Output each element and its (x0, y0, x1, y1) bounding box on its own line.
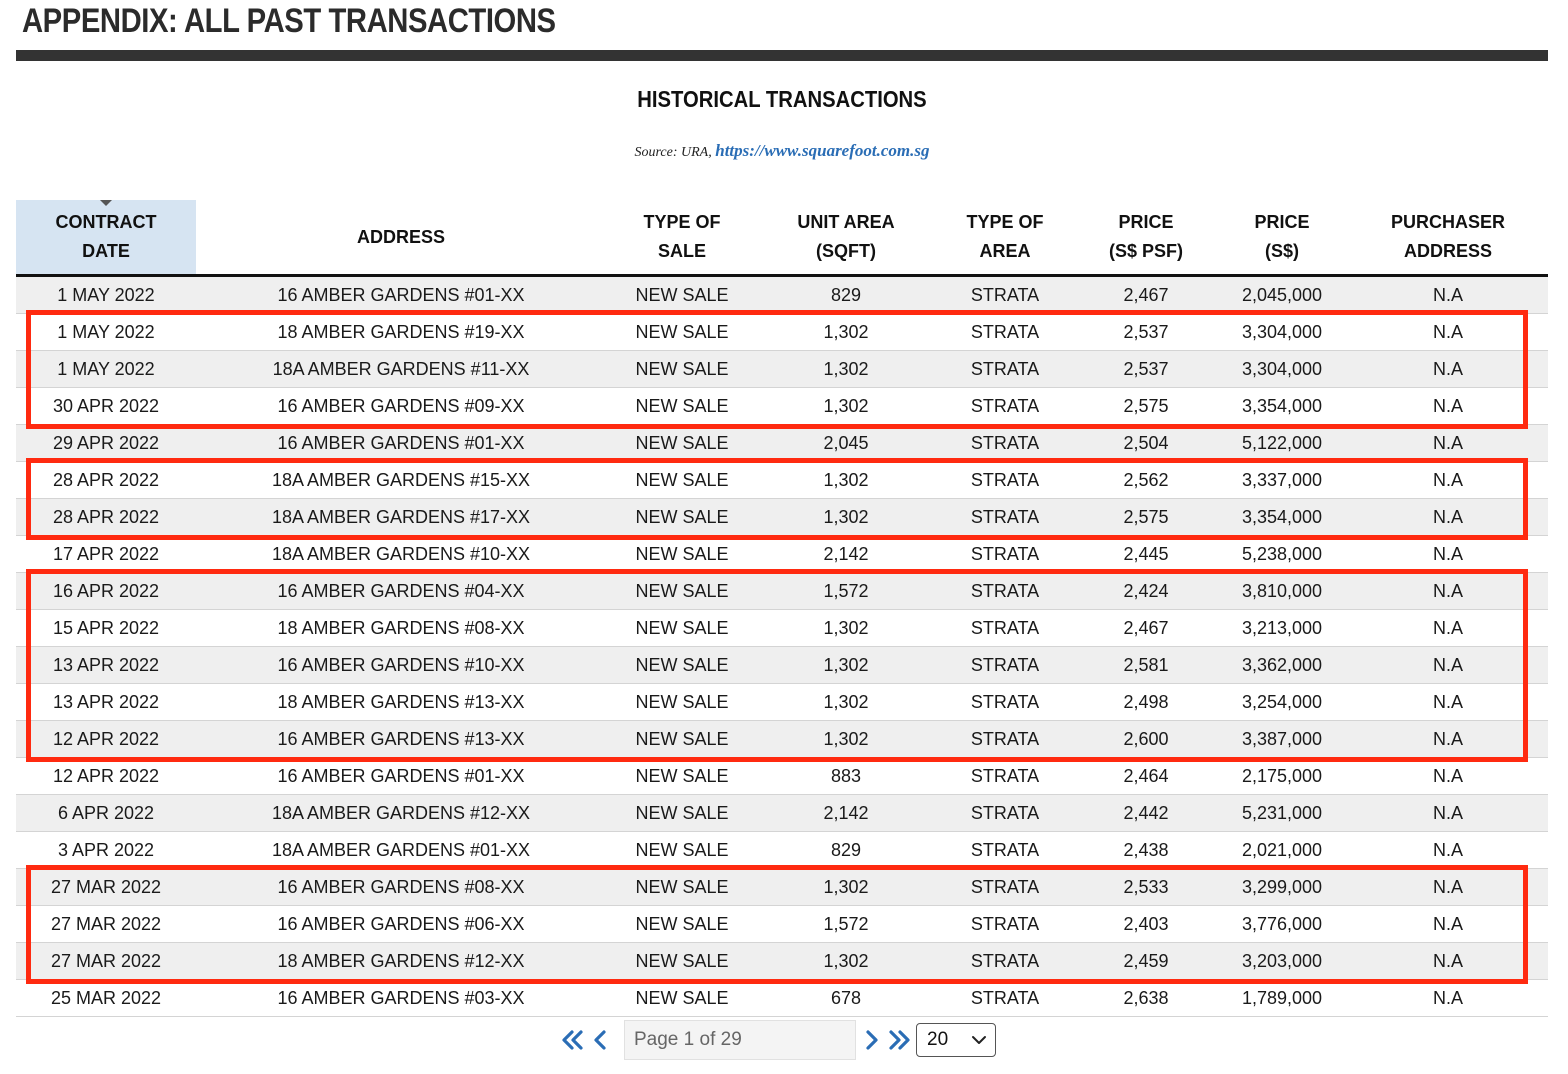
column-header-line: (S$ PSF) (1108, 241, 1183, 261)
highlight-box (26, 310, 1528, 429)
column-header-line: (SQFT) (816, 241, 876, 261)
table-cell: N.A (1348, 462, 1548, 499)
table-cell: STRATA (934, 906, 1076, 943)
table-cell: 2,442 (1076, 795, 1216, 832)
table-cell: 1,302 (758, 869, 934, 906)
table-cell: 17 APR 2022 (16, 536, 196, 573)
table-cell: 3,304,000 (1216, 314, 1348, 351)
table-cell: 1,789,000 (1216, 980, 1348, 1017)
column-header-line: ADDRESS (356, 226, 445, 247)
table-cell: NEW SALE (606, 276, 758, 314)
page-title: APPENDIX: ALL PAST TRANSACTIONS (22, 2, 556, 40)
table-cell: NEW SALE (606, 721, 758, 758)
table-cell: 15 APR 2022 (16, 610, 196, 647)
table-cell: 3,213,000 (1216, 610, 1348, 647)
double-chevron-right-icon[interactable] (886, 1029, 912, 1051)
source-link[interactable]: https://www.squarefoot.com.sg (715, 141, 930, 160)
table-cell: 1 MAY 2022 (16, 276, 196, 314)
table-cell: N.A (1348, 869, 1548, 906)
table-cell: 3,776,000 (1216, 906, 1348, 943)
table-cell: NEW SALE (606, 462, 758, 499)
source-line (0, 141, 1564, 161)
table-cell: 1,302 (758, 610, 934, 647)
table-cell: 18A AMBER GARDENS #17-XX (196, 499, 606, 536)
table-cell: 18 AMBER GARDENS #08-XX (196, 610, 606, 647)
table-cell: 1,572 (758, 906, 934, 943)
table-cell: 1,302 (758, 314, 934, 351)
table-cell: 16 AMBER GARDENS #04-XX (196, 573, 606, 610)
table-cell: STRATA (934, 795, 1076, 832)
table-row (16, 795, 1548, 832)
table-row (16, 832, 1548, 869)
table-cell: 2,142 (758, 795, 934, 832)
chevron-left-icon[interactable] (592, 1029, 608, 1051)
sort-descending-icon (100, 200, 112, 206)
table-cell: 3,354,000 (1216, 499, 1348, 536)
table-cell: 3,810,000 (1216, 573, 1348, 610)
table-cell: 2,175,000 (1216, 758, 1348, 795)
table-cell: 6 APR 2022 (16, 795, 196, 832)
table-cell: 1,302 (758, 462, 934, 499)
column-header-contract-date[interactable] (16, 200, 196, 276)
table-cell: 29 APR 2022 (16, 425, 196, 462)
column-header-line: PRICE (1118, 212, 1174, 232)
table-cell: 2,533 (1076, 869, 1216, 906)
table-cell: N.A (1348, 832, 1548, 869)
table-cell: 3,362,000 (1216, 647, 1348, 684)
table-cell: 2,403 (1076, 906, 1216, 943)
table-cell: 1,302 (758, 943, 934, 980)
table-cell: NEW SALE (606, 647, 758, 684)
table-cell: N.A (1348, 351, 1548, 388)
table-cell: N.A (1348, 610, 1548, 647)
table-cell: 12 APR 2022 (16, 758, 196, 795)
table-cell: 5,231,000 (1216, 795, 1348, 832)
table-cell: STRATA (934, 314, 1076, 351)
source-prefix: Source: URA, (634, 145, 716, 160)
table-cell: NEW SALE (606, 832, 758, 869)
table-cell: N.A (1348, 388, 1548, 425)
table-row (16, 758, 1548, 795)
table-cell: N.A (1348, 980, 1548, 1017)
table-cell: 12 APR 2022 (16, 721, 196, 758)
table-cell: 13 APR 2022 (16, 684, 196, 721)
table-cell: NEW SALE (606, 351, 758, 388)
table-cell: NEW SALE (606, 610, 758, 647)
table-cell: 28 APR 2022 (16, 499, 196, 536)
table-cell: STRATA (934, 499, 1076, 536)
table-cell: 1,302 (758, 388, 934, 425)
table-cell: 2,638 (1076, 980, 1216, 1017)
double-chevron-left-icon[interactable] (560, 1029, 586, 1051)
table-cell: STRATA (934, 276, 1076, 314)
table-cell: 2,467 (1076, 276, 1216, 314)
table-cell: STRATA (934, 721, 1076, 758)
table-cell: STRATA (934, 980, 1076, 1017)
table-cell: 3,203,000 (1216, 943, 1348, 980)
column-header-type-of-sale[interactable] (606, 200, 758, 276)
page-size-value: 20 (927, 1029, 949, 1050)
column-header-line: CONTRACT (55, 212, 157, 232)
table-cell: STRATA (934, 832, 1076, 869)
table-cell: 2,021,000 (1216, 832, 1348, 869)
table-cell: 1,572 (758, 573, 934, 610)
table-cell: NEW SALE (606, 573, 758, 610)
table-cell: NEW SALE (606, 499, 758, 536)
table-cell: 16 AMBER GARDENS #08-XX (196, 869, 606, 906)
table-cell: 16 AMBER GARDENS #10-XX (196, 647, 606, 684)
table-row (16, 980, 1548, 1017)
table-cell: 18 AMBER GARDENS #19-XX (196, 314, 606, 351)
table-row (16, 276, 1548, 314)
table-cell: 16 AMBER GARDENS #03-XX (196, 980, 606, 1017)
table-cell: N.A (1348, 276, 1548, 314)
table-cell: 2,438 (1076, 832, 1216, 869)
table-cell: 678 (758, 980, 934, 1017)
table-row (16, 536, 1548, 573)
table-cell: 1 MAY 2022 (16, 314, 196, 351)
table-cell: 18A AMBER GARDENS #15-XX (196, 462, 606, 499)
highlight-box (26, 865, 1528, 984)
table-cell: 30 APR 2022 (16, 388, 196, 425)
table-cell: N.A (1348, 943, 1548, 980)
table-cell: 829 (758, 832, 934, 869)
table-cell: STRATA (934, 462, 1076, 499)
table-cell: 18A AMBER GARDENS #12-XX (196, 795, 606, 832)
column-header-unit-area[interactable] (758, 200, 934, 276)
table-cell: 2,581 (1076, 647, 1216, 684)
page-size-select[interactable] (916, 1023, 996, 1057)
table-cell: STRATA (934, 943, 1076, 980)
column-header-line: (S$) (1264, 241, 1299, 261)
table-cell: NEW SALE (606, 388, 758, 425)
highlight-box (26, 569, 1528, 762)
table-cell: NEW SALE (606, 869, 758, 906)
table-cell: 28 APR 2022 (16, 462, 196, 499)
pagination-bar (560, 1020, 996, 1060)
table-cell: NEW SALE (606, 425, 758, 462)
table-cell: 2,459 (1076, 943, 1216, 980)
table-cell: N.A (1348, 314, 1548, 351)
table-cell: STRATA (934, 647, 1076, 684)
table-cell: 16 AMBER GARDENS #01-XX (196, 425, 606, 462)
column-header-line: DATE (82, 241, 130, 261)
table-cell: STRATA (934, 536, 1076, 573)
table-cell: 1,302 (758, 647, 934, 684)
table-cell: 27 MAR 2022 (16, 943, 196, 980)
table-cell: 27 MAR 2022 (16, 869, 196, 906)
column-header-price[interactable] (1216, 200, 1348, 276)
table-cell: 2,562 (1076, 462, 1216, 499)
table-cell: 2,537 (1076, 351, 1216, 388)
table-cell: 3,387,000 (1216, 721, 1348, 758)
column-header-line: PURCHASER (1390, 212, 1505, 232)
table-cell: 2,142 (758, 536, 934, 573)
table-cell: 27 MAR 2022 (16, 906, 196, 943)
table-cell: 1 MAY 2022 (16, 351, 196, 388)
table-cell: STRATA (934, 758, 1076, 795)
table-cell: 16 AMBER GARDENS #09-XX (196, 388, 606, 425)
table-cell: 16 AMBER GARDENS #01-XX (196, 276, 606, 314)
table-cell: N.A (1348, 573, 1548, 610)
table-cell: 3 APR 2022 (16, 832, 196, 869)
table-cell: 18 AMBER GARDENS #12-XX (196, 943, 606, 980)
column-header-line: TYPE OF (643, 212, 721, 232)
table-cell: 3,254,000 (1216, 684, 1348, 721)
column-header-type-of-area[interactable] (934, 200, 1076, 276)
table-cell: 3,337,000 (1216, 462, 1348, 499)
table-cell: 2,424 (1076, 573, 1216, 610)
table-cell: 5,122,000 (1216, 425, 1348, 462)
table-cell: 18 AMBER GARDENS #13-XX (196, 684, 606, 721)
table-cell: 18A AMBER GARDENS #01-XX (196, 832, 606, 869)
table-cell: 2,504 (1076, 425, 1216, 462)
table-header-row (16, 200, 1548, 276)
table-cell: 2,575 (1076, 499, 1216, 536)
table-title: HISTORICAL TRANSACTIONS (637, 86, 927, 112)
table-cell: STRATA (934, 869, 1076, 906)
table-cell: 3,354,000 (1216, 388, 1348, 425)
table-cell: 13 APR 2022 (16, 647, 196, 684)
table-cell: 16 APR 2022 (16, 573, 196, 610)
table-cell: 2,045 (758, 425, 934, 462)
table-cell: 2,464 (1076, 758, 1216, 795)
column-header-line: PRICE (1254, 212, 1310, 232)
table-cell: STRATA (934, 351, 1076, 388)
table-cell: NEW SALE (606, 758, 758, 795)
table-cell: STRATA (934, 684, 1076, 721)
table-cell: 1,302 (758, 499, 934, 536)
table-cell: STRATA (934, 425, 1076, 462)
table-cell: 2,045,000 (1216, 276, 1348, 314)
table-row (16, 425, 1548, 462)
table-cell: 3,299,000 (1216, 869, 1348, 906)
column-header-price-psf[interactable] (1076, 200, 1216, 276)
table-cell: 2,537 (1076, 314, 1216, 351)
table-cell: STRATA (934, 573, 1076, 610)
table-cell: N.A (1348, 758, 1548, 795)
table-cell: 1,302 (758, 721, 934, 758)
table-cell: N.A (1348, 536, 1548, 573)
table-cell: 1,302 (758, 684, 934, 721)
table-cell: 16 AMBER GARDENS #06-XX (196, 906, 606, 943)
table-cell: NEW SALE (606, 980, 758, 1017)
chevron-right-icon[interactable] (864, 1029, 880, 1051)
table-cell: 16 AMBER GARDENS #01-XX (196, 758, 606, 795)
column-header-line: ADDRESS (1403, 241, 1492, 261)
table-cell: 2,467 (1076, 610, 1216, 647)
highlight-box (26, 458, 1528, 540)
column-header-line: UNIT AREA (797, 212, 895, 232)
title-divider (16, 50, 1548, 61)
table-cell: NEW SALE (606, 795, 758, 832)
table-cell: N.A (1348, 721, 1548, 758)
table-cell: NEW SALE (606, 536, 758, 573)
column-header-line: TYPE OF (966, 212, 1044, 232)
chevron-down-icon (971, 1035, 987, 1045)
column-header-line: AREA (979, 241, 1031, 261)
table-cell: 2,498 (1076, 684, 1216, 721)
table-cell: N.A (1348, 795, 1548, 832)
page-indicator[interactable]: Page 1 of 29 (624, 1020, 856, 1060)
table-cell: N.A (1348, 647, 1548, 684)
column-header-purchaser-address[interactable] (1348, 200, 1548, 276)
table-cell: 5,238,000 (1216, 536, 1348, 573)
table-cell: 1,302 (758, 351, 934, 388)
column-header-line: SALE (657, 241, 706, 261)
table-cell: 2,445 (1076, 536, 1216, 573)
table-cell: 3,304,000 (1216, 351, 1348, 388)
table-cell: N.A (1348, 684, 1548, 721)
table-cell: 2,600 (1076, 721, 1216, 758)
table-cell: NEW SALE (606, 314, 758, 351)
table-cell: N.A (1348, 425, 1548, 462)
table-cell: NEW SALE (606, 906, 758, 943)
table-cell: 16 AMBER GARDENS #13-XX (196, 721, 606, 758)
column-header-address[interactable] (196, 200, 606, 276)
table-cell: 25 MAR 2022 (16, 980, 196, 1017)
table-cell: N.A (1348, 906, 1548, 943)
table-cell: 829 (758, 276, 934, 314)
table-cell: N.A (1348, 499, 1548, 536)
table-cell: STRATA (934, 388, 1076, 425)
table-cell: NEW SALE (606, 684, 758, 721)
table-cell: STRATA (934, 610, 1076, 647)
table-cell: 18A AMBER GARDENS #10-XX (196, 536, 606, 573)
table-cell: 883 (758, 758, 934, 795)
table-cell: 2,575 (1076, 388, 1216, 425)
table-cell: 18A AMBER GARDENS #11-XX (196, 351, 606, 388)
table-cell: NEW SALE (606, 943, 758, 980)
